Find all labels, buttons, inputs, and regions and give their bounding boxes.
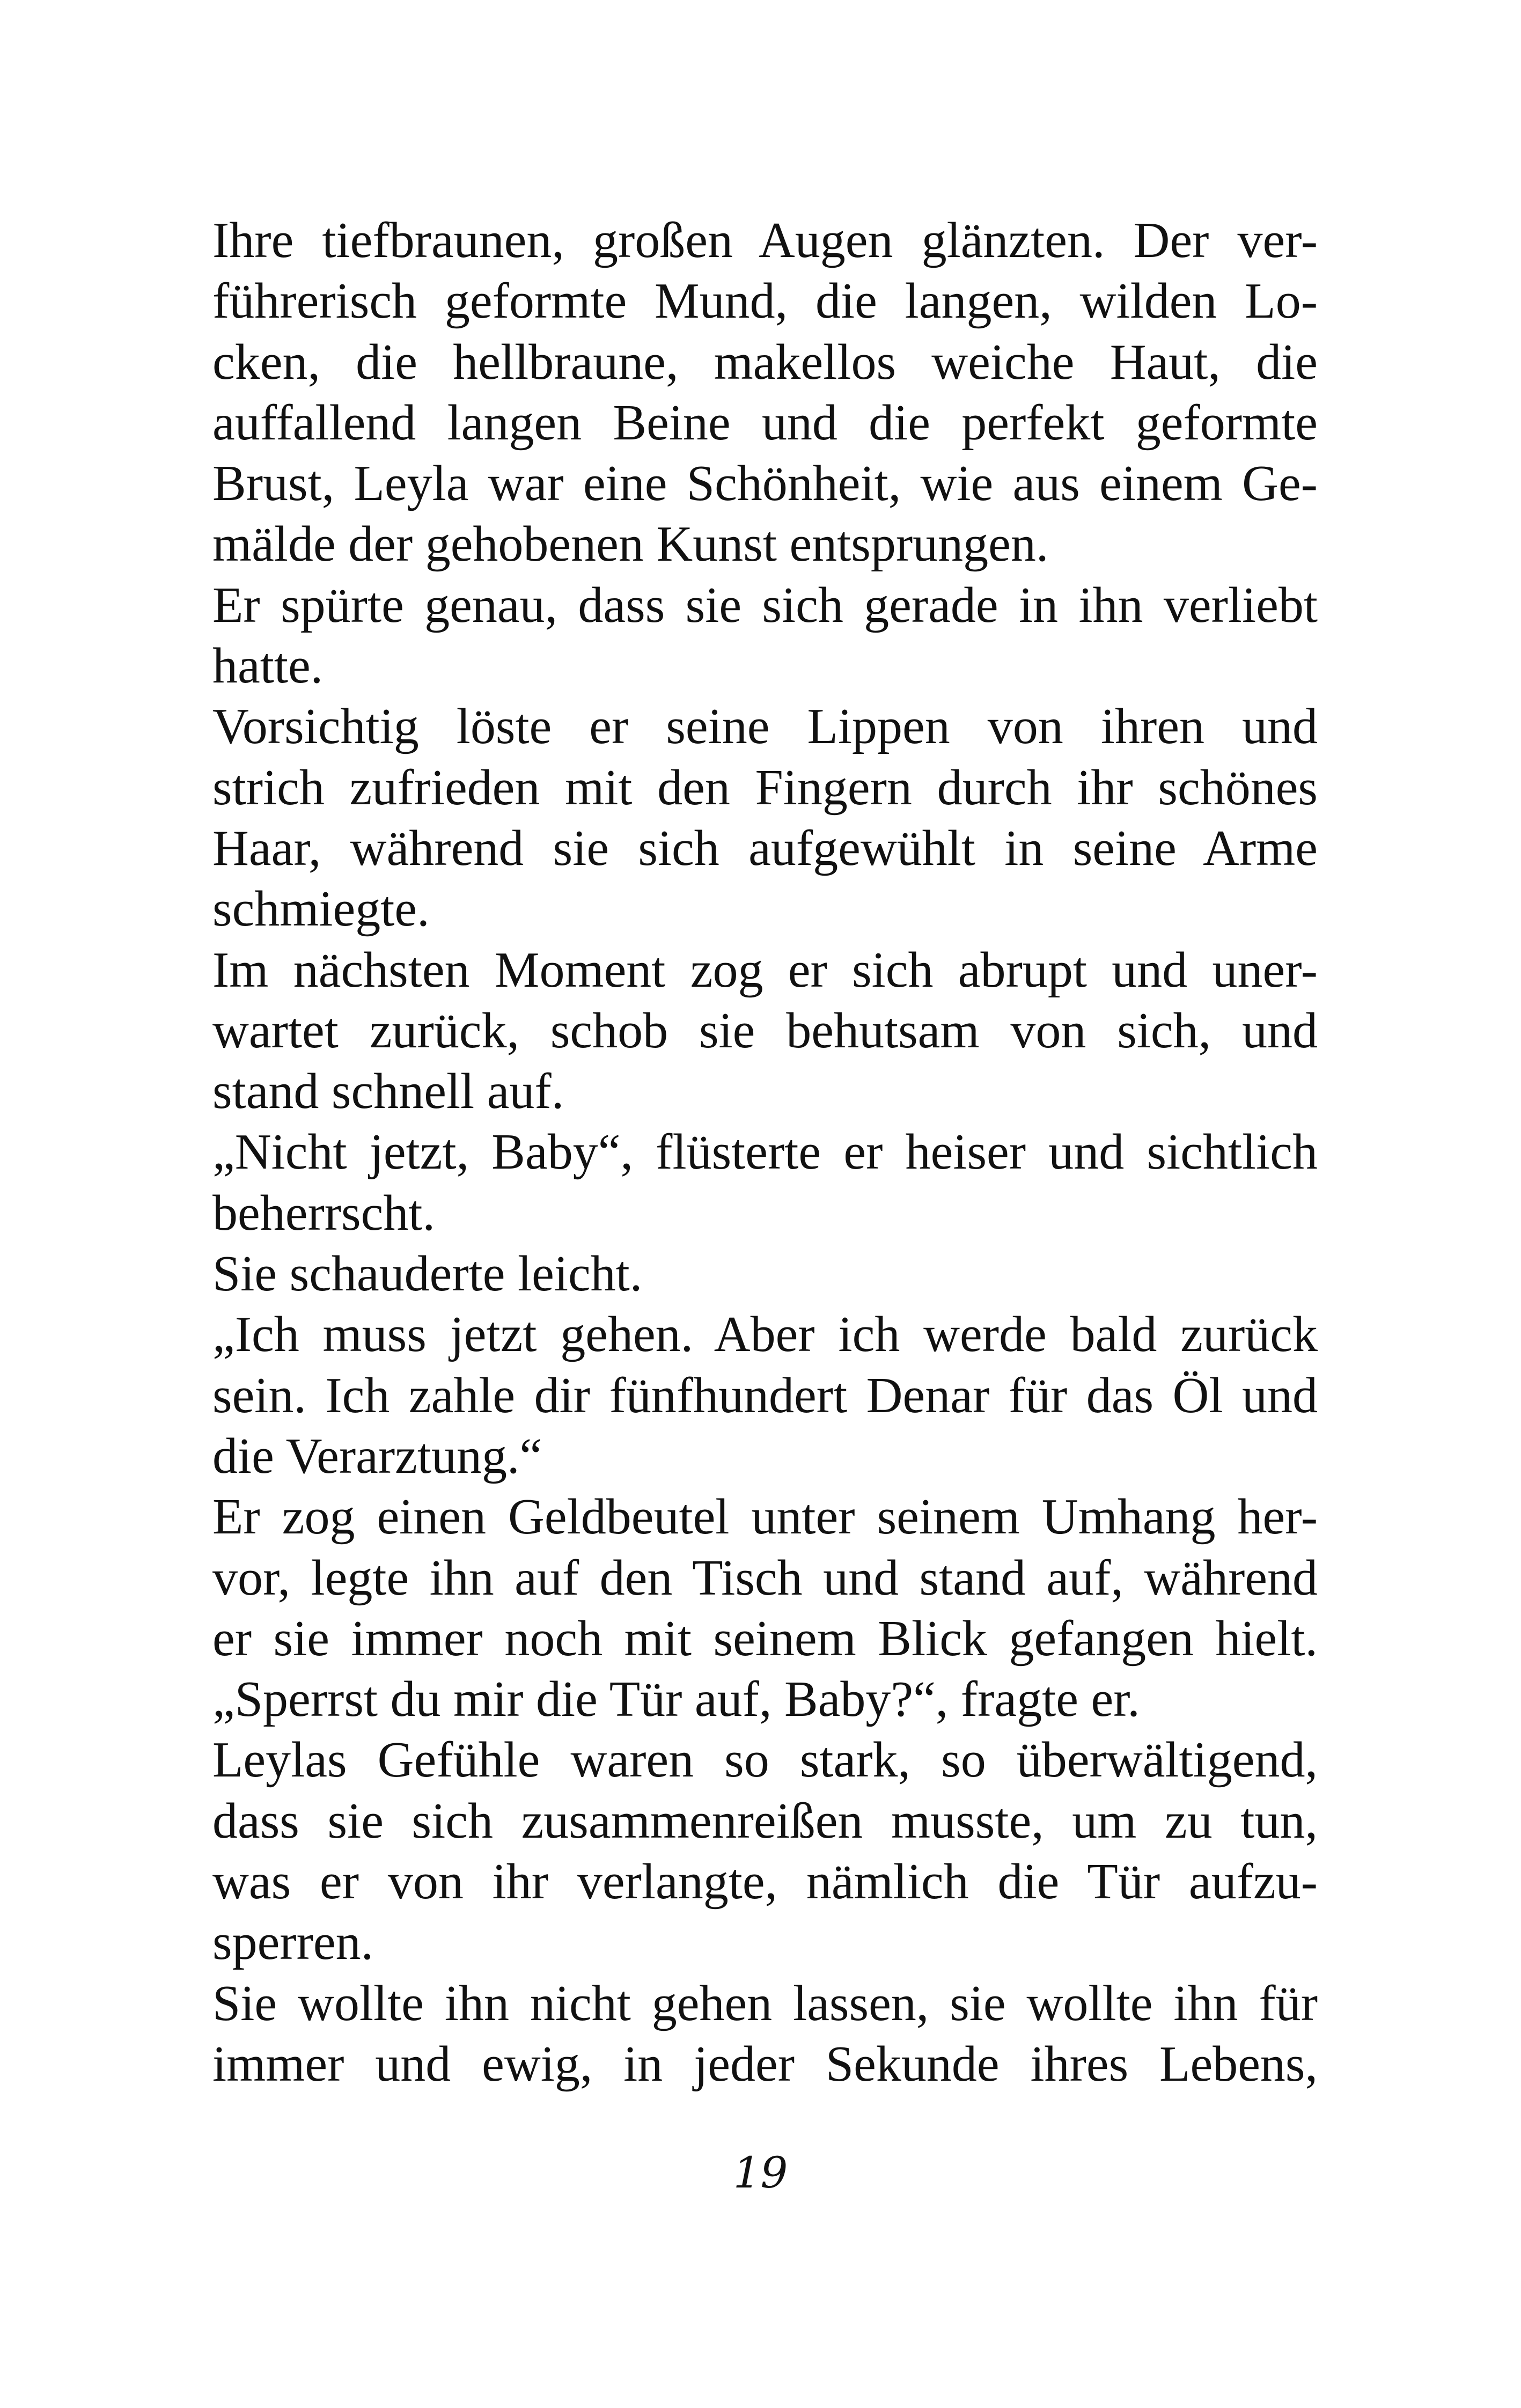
text-line: Ihre tiefbraunen, großen Augen glänzten. Der ver- — [212, 212, 1318, 268]
text-line: Brust, Leyla war eine Schönheit, wie aus einem Ge- — [212, 456, 1318, 512]
text-line: Vorsichtig löste er seine Lippen von ihren und — [212, 699, 1318, 755]
text-line: sein. Ich zahle dir fünfhundert Denar für das Öl und — [212, 1367, 1318, 1423]
text-line: schmiegte. — [212, 881, 430, 937]
text-line: auffallend langen Beine und die perfekt geformte — [212, 394, 1318, 451]
text-line: die Verarztung.“ — [212, 1428, 542, 1484]
text-line: sperren. — [212, 1914, 374, 1971]
text-line: mälde der gehobenen Kunst entsprungen. — [212, 516, 1049, 572]
text-line: Leylas Gefühle waren so stark, so überwältigend, — [212, 1732, 1318, 1788]
text-line: wartet zurück, schob sie behutsam von sich, und — [212, 1002, 1318, 1059]
page-number: 19 — [733, 2148, 788, 2198]
text-line: Sie wollte ihn nicht gehen lassen, sie wollte ihn für — [212, 1975, 1318, 2031]
text-line: Im nächsten Moment zog er sich abrupt und uner- — [212, 942, 1318, 998]
text-line: strich zufrieden mit den Fingern durch ihr schönes — [212, 759, 1318, 816]
text-line: immer und ewig, in jeder Sekunde ihres Lebens, — [212, 2036, 1318, 2092]
text-line: Sie schauderte leicht. — [212, 1246, 643, 1302]
text-line: dass sie sich zusammenreißen musste, um zu tun, — [212, 1793, 1318, 1849]
text-line: vor, legte ihn auf den Tisch und stand auf, während — [212, 1550, 1318, 1606]
body-text — [212, 210, 1318, 2095]
text-line: stand schnell auf. — [212, 1063, 564, 1120]
text-line: cken, die hellbraune, makellos weiche Haut, die — [212, 334, 1318, 390]
text-line: „Nicht jetzt, Baby“, flüsterte er heiser und sichtlich — [212, 1124, 1318, 1180]
text-line: „Sperrst du mir die Tür auf, Baby?“, fragte er. — [212, 1671, 1140, 1728]
text-line: „Ich muss jetzt gehen. Aber ich werde bald zurück — [212, 1306, 1318, 1363]
text-line: er sie immer noch mit seinem Blick gefangen hielt. — [212, 1610, 1318, 1666]
text-line: was er von ihr verlangte, nämlich die Tür aufzu- — [212, 1854, 1318, 1910]
text-line: beherrscht. — [212, 1185, 435, 1241]
text-line: Haar, während sie sich aufgewühlt in seine Arme — [212, 820, 1318, 876]
text-line: hatte. — [212, 638, 324, 694]
text-line: Er spürte genau, dass sie sich gerade in ihn verliebt — [212, 577, 1318, 633]
text-line: Er zog einen Geldbeutel unter seinem Umhang her- — [212, 1489, 1318, 1545]
text-line: führerisch geformte Mund, die langen, wilden Lo- — [212, 273, 1318, 329]
